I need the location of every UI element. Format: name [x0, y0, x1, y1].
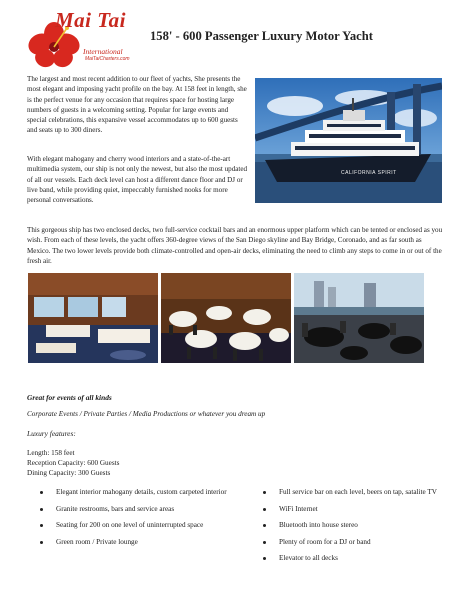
bullet-icon: [40, 541, 43, 544]
spec-dining-capacity: Dining Capacity: 300 Guests: [27, 469, 111, 478]
list-item: Bluetooth into house stereo: [263, 521, 443, 530]
decks-paragraph: This gorgeous ship has two enclosed decks, two full-service cocktail bars and an enormous upper platform which can be tented or enclosed as you wish. From each of these levels, the yacht offers 360-degree views of the San Diego skyline and Bay Bridge, Coronado, and as far south as Mexico. The two lower levels provide both climate-controlled and open-air decks, eliminating the need to climb any steps to come in or out of the fresh air.: [27, 226, 443, 265]
logo-subtitle: International: [83, 47, 123, 56]
bullet-icon: [263, 491, 266, 494]
bullet-icon: [40, 508, 43, 511]
interior-paragraph: With elegant mahogany and cherry wood interiors and a state-of-the-art multimedia system, our ship is not only the newest, but also the most updated of all our vessels. Each deck level can host a different dance floor and DJ or live band, while providing quiet, impeccably furnished nooks for more personal conversations.: [27, 155, 248, 205]
list-item: Seating for 200 on one level of uninterrupted space: [40, 521, 230, 530]
interior-lounge-photo: [28, 273, 158, 363]
hull-name-text: CALIFORNIA SPIRIT: [341, 170, 397, 176]
list-item: Plenty of room for a DJ or band: [263, 538, 443, 547]
bullet-icon: [263, 557, 266, 560]
logo-title: Mai Tai: [55, 8, 126, 32]
intro-paragraph: The largest and most recent addition to our fleet of yachts, She presents the most elegant and imposing yacht profile on the bay. At 158 feet in length, she is the perfect venue for any occasion that requires space for hosting large numbers of guests in a welcoming setting. Popular for large events and special celebrations, this expansive vessel accommodates up to 600 guests and seats up to 300 diners.: [27, 75, 247, 135]
list-item: Green room / Private lounge: [40, 538, 230, 547]
specs-list: [27, 448, 119, 479]
mai-tai-logo: [27, 8, 137, 70]
bullet-icon: [263, 508, 266, 511]
page-title: 158' - 600 Passenger Luxury Motor Yacht: [150, 29, 373, 43]
features-heading: Great for events of all kinds: [27, 393, 112, 402]
list-item: Granite restrooms, bars and service areas: [40, 505, 230, 514]
luxury-features-heading: Luxury features:: [27, 429, 76, 438]
dining-room-photo: [161, 273, 291, 363]
list-item: Elegant interior mahogany details, custom carpeted interior: [40, 488, 230, 497]
bullet-icon: [263, 524, 266, 527]
list-item: WiFi Internet: [263, 505, 443, 514]
upper-deck-photo: [294, 273, 424, 363]
list-item: Full service bar on each level, beers on tap, satalite TV: [263, 488, 443, 497]
right-feature-list: [263, 488, 443, 571]
list-item: Elevator to all decks: [263, 554, 443, 563]
event-types-line: Corporate Events / Private Parties / Media Productions or whatever you dream up: [27, 410, 266, 418]
bullet-icon: [40, 491, 43, 494]
yacht-hero-photo: [255, 78, 442, 203]
spec-length: Length: 158 feet: [27, 449, 75, 457]
bullet-icon: [263, 541, 266, 544]
logo-url: MaiTaiCharters.com: [85, 56, 130, 62]
spec-reception-capacity: Reception Capacity: 600 Guests: [27, 459, 120, 468]
bullet-icon: [40, 524, 43, 527]
left-feature-list: [40, 488, 230, 554]
